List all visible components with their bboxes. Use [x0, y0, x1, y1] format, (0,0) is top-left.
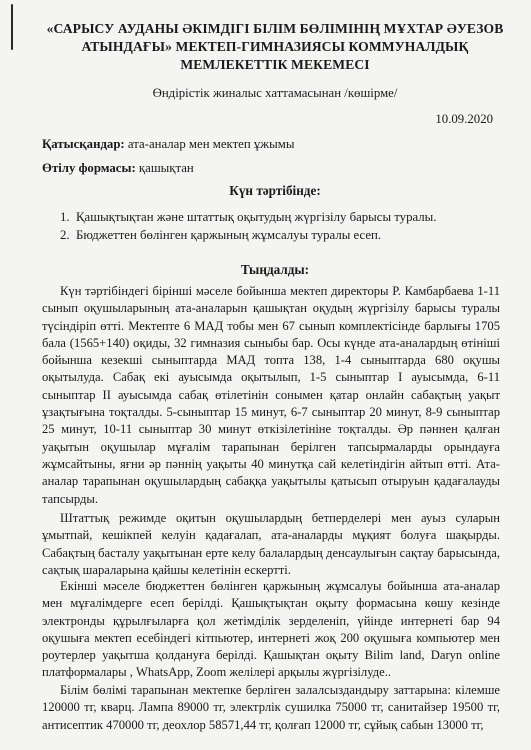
agenda-item — [60, 208, 500, 226]
body-paragraph: Екінші мәселе бюджеттен бөлінген қаржының жұмсалуы бойынша ата-аналар мен мұғалімдерге есеп берілді. Қашықтықтан оқыту формасына көшу кезінде электронды құрылғыларға қол жетімділік зерделеніп, үйінде интернеті бар 94 оқушыға мектеп есебіндегі кітпьютер, интернеті жоқ 200 оқушыға компьютер мен роутерлер уақытша қолдануға берілді. Қашықтан оқыту Bilim land, Daryn online платформалары , WhatsApp, Zoom желілері арқылы жүргізілуде.. — [42, 579, 500, 680]
format-line — [42, 160, 194, 176]
agenda-item-number: 1. — [60, 210, 70, 224]
participants-label: Қатысқандар: — [42, 137, 125, 151]
agenda-heading: Күн тәртібінде: — [229, 183, 321, 198]
participants-line — [42, 136, 294, 152]
body-paragraph: Күн тәртібіндегі бірінші мәселе бойынша мектеп директоры Р. Камбарбаева 1-11 сынып оқушыларының ата-аналарын қашықтан оқудың жүргізілу барысы туралы түсіндіріп өтті. Мектепте 6 МАД тобы мен 67 сынып комплектісінде барлығы 1705 бала (1565+140) оқиды, 32 гимназия сыныбы бар. Осы күнде ата-аналардың өтініші бойынша кезекші сыныптарда МАД топта 138, 1-4 сыныптарда 680 оқушы оқытылуда. Сабақ екі ауысымда оқытылып, 1-5 сыныптар І ауысымда, 6-11 сыныптар ІІ ауысымда сабақ өтілетінін сонымен қатар онлайн сабақтың уақыт ұзақтығына тоқталды. 5-сыныптар 15 минут, 6-7 сыныптар 20 минут, 8-9 сыныптар 25 минут, 10-11 сыныптар 30 минут өткізілетініне тоқталды. Әр пәннен қалған уақытын оқушылар мұғалім тарапынан берілген тапсырмаларды орындауға жұмсайтыны, яғни әр пәннің уақыты 40 минутқа сай келетіндігін айтып өтті. Ата-аналар тарапынан оқушылардың сабаққа уақытылы қатысып отыруын қадағалауды тапсырды. — [42, 284, 500, 506]
document-subtitle: Өндірістік жиналыс хаттамасынан /көшірме/ — [152, 86, 398, 100]
agenda-item — [60, 226, 500, 244]
body-paragraph: Білім бөлімі тарапынан мектепке берліген залалсыздандыру заттарына: кілемше 120000 тг, кварц. Лампа 89000 тг, электрлік сушилка 75000 тг, санитайзер 19500 тг, антисептик 470000 тг, деохлор 58571,44 тг, қолғап 12000 тг, сұйық сабын 13000 тг, — [42, 683, 500, 732]
agenda-item-text: Бюджеттен бөлінген қаржының жұмсалуы туралы есеп. — [76, 228, 382, 242]
pen-margin-mark — [11, 4, 13, 50]
body-paragraph: Штаттық режимде оқитын оқушылардың бетперделері мен ауыз суларын ұмытпай, кешікпей келуін қадағалап, ата-аналарды мұқият болуға шақырды. Сабақтың басталу уақытынан ерте келу балалардың денсаулығын сақтау барысында, сақтық шараларына қайшы келетінін ескертті. — [42, 511, 500, 577]
participants-value: ата-аналар мен мектеп ұжымы — [124, 137, 295, 151]
agenda-item-number: 2. — [60, 228, 70, 242]
format-label: Өтілу формасы: — [42, 161, 136, 175]
format-value: қашықтан — [135, 161, 194, 175]
agenda-list — [60, 208, 500, 244]
document-date: 10.09.2020 — [435, 112, 493, 126]
agenda-item-text: Қашықтықтан және штаттық оқытудың жүргізілу барысы туралы. — [76, 210, 437, 224]
document-title: «САРЫСУ АУДАНЫ ӘКІМДІГІ БІЛІМ БӨЛІМІНІҢ МҰХТАР ӘУЕЗОВ АТЫНДАҒЫ» МЕКТЕП-ГИМНАЗИЯСЫ КОММУНАЛДЫҚ МЕМЛЕКЕТТІК МЕКЕМЕСІ — [46, 21, 504, 72]
listened-heading: Тыңдалды: — [240, 262, 310, 277]
